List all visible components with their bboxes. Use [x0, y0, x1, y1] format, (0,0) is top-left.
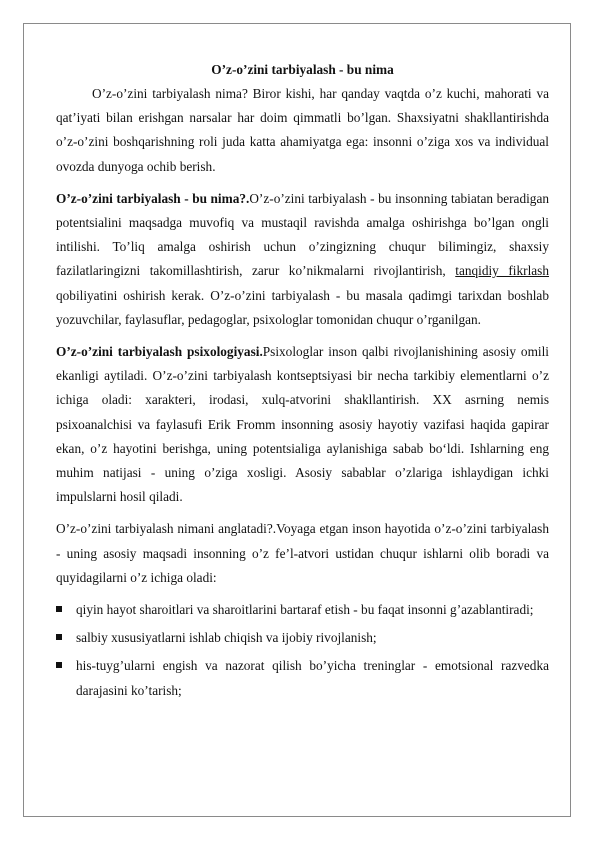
what-is-heading: O’z-o’zini tarbiyalash - bu nima?. — [56, 190, 250, 206]
list-item — [56, 598, 549, 622]
what-is-text-part1: O’z-o’zini tarbiyalash - bu insonning tabiatan beradigan potentsialini maqsadga muvofiq va mustaqil ravishda amalga oshirishga bo’lgan ongli intilishi. To’liq amalga oshirish uchun o’zingizning chuqur bilimingiz, shaxsiy fazilatlaringizni takomillashtirish, zarur ko’nikmalarni rivojlantirish, — [56, 190, 549, 279]
square-bullet-icon — [56, 606, 62, 612]
what-is-paragraph — [56, 187, 549, 332]
meaning-text: O’z-o’zini tarbiyalash nimani anglatadi?.Voyaga etgan inson hayotida o’z-o’zini tarbiyalash - uning asosiy maqsadi insonning o’z fe’l-atvori ustidan chuqur ishlarni olib boradi va quyidagilarni o’z ichiga oladi: — [56, 521, 549, 585]
psychology-paragraph — [56, 340, 549, 509]
list-item-text: salbiy xususiyatlarni ishlab chiqish va ijobiy rivojlanish; — [76, 630, 377, 646]
meaning-paragraph — [56, 517, 549, 590]
square-bullet-icon — [56, 634, 62, 640]
bullet-list — [56, 598, 549, 703]
psychology-heading: O’z-o’zini tarbiyalash psixologiyasi. — [56, 344, 263, 360]
intro-text: O’z-o’zini tarbiyalash nima? Biror kishi, har qanday vaqtda o’z kuchi, mahorati va qat’iyati bilan erishgan narsalar har doim qimmatli bo’lgan. Shaxsiyatni shakllantirishda o’z-o’zini boshqarishning roli juda katta ahamiyatga ega: insonni o’ziga xos va individual ovozda dunyoga ochib berish. — [56, 86, 549, 174]
list-item-text: qiyin hayot sharoitlari va sharoitlarini bartaraf etish - bu faqat insonni g’azablantiradi; — [76, 602, 534, 618]
list-item — [56, 626, 549, 650]
psychology-text: Psixologlar inson qalbi rivojlanishining asosiy omili ekanligi aytiladi. O’z-o’zini tarbiyalash kontseptsiyasi bir necha tarkibiy elementlarni o’z ichiga oladi: xarakteri, irodasi, xulq-atvorini shakllantirish. XX asrning nemis psixoanalchisi va faylasufi Erik Fromm insonning asosiy hayotiy vazifasi haqida gapirar ekan, o’z hayotini berishga, uning potentsialiga aylanishiga sabab bo‘ldi. Ishlarning eng muhim natijasi - uning o’ziga xosligi. Asosiy sabablar o’zlariga ishlaydigan ichki impulslarni hosil qiladi. — [56, 344, 549, 505]
page-title: O’z-o’zini tarbiyalash - bu nima — [211, 62, 394, 77]
list-item — [56, 654, 549, 702]
critical-thinking-link[interactable]: tanqidiy fikrlash — [455, 263, 549, 279]
what-is-text-part2: qobiliyatini oshirish kerak. O’z-o’zini tarbiyalash - bu masala qadimgi tarixdan boshlab yozuvchilar, faylasuflar, pedagoglar, psixologlar tomonidan chuqur o’rganilgan. — [56, 287, 549, 327]
list-item-text: his-tuyg’ularni engish va nazorat qilish bo’yicha treninglar - emotsional razvedka darajasini ko’tarish; — [76, 658, 549, 698]
intro-paragraph — [56, 82, 549, 179]
square-bullet-icon — [56, 662, 62, 668]
document-body — [56, 58, 549, 707]
